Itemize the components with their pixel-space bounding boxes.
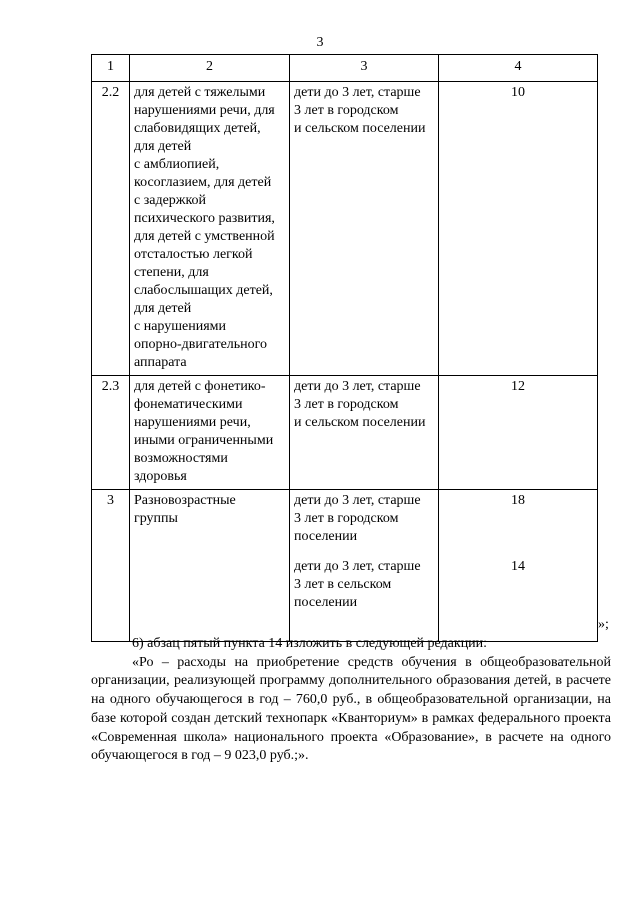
page-number: 3 [316, 35, 324, 50]
table-row [92, 490, 598, 642]
column-header-2: 2 [130, 55, 290, 82]
row-number: 2.2 [92, 82, 130, 376]
table-row [92, 82, 598, 376]
age-description: дети до 3 лет, старше 3 лет в сельском поселении [294, 559, 421, 610]
paragraph: «Ро – расходы на приобретение средств обучения в общеобразовательной организации, реализующей программу дополнительного образования детей, в расчете на одного обучающегося в год – 760,0 руб., в общеобразовательной организации, на базе которой создан детский технопарк «Кванториум» в рамках федерального проекта «Современная школа» национального проекта «Образование», в расчете на одного обучающегося в год – 9 023,0 руб.;». [91, 654, 611, 764]
occupancy-value: 10 [511, 85, 525, 100]
closing-quote: »; [598, 617, 609, 632]
age-cell [290, 490, 439, 642]
column-header-3: 3 [290, 55, 439, 82]
group-description: для детей с тяжелыми нарушениями речи, для слабовидящих детей, для детей с амблиопией, косоглазием, для детей с задержкой психического развития, для детей с умственной отсталостью легкой степени, для слабослышащих детей, для детей с нарушениями опорно-двигательного аппарата [130, 82, 290, 376]
value-cell [439, 490, 598, 642]
column-header-1: 1 [92, 55, 130, 82]
value-cell [439, 376, 598, 490]
group-description: для детей с фонетико- фонематическими нарушениями речи, иными ограниченными возможностями здоровья [130, 376, 290, 490]
group-description: Разновозрастные группы [130, 490, 290, 642]
occupancy-value: 14 [511, 559, 525, 574]
table-header-row [92, 55, 598, 82]
age-description: дети до 3 лет, старше 3 лет в городском и сельском поселении [294, 379, 426, 430]
column-header-4: 4 [439, 55, 598, 82]
row-number: 2.3 [92, 376, 130, 490]
occupancy-value: 12 [511, 379, 525, 394]
occupancy-value: 18 [511, 493, 525, 508]
row-number: 3 [92, 490, 130, 642]
table-row [92, 376, 598, 490]
value-cell [439, 82, 598, 376]
age-cell [290, 82, 439, 376]
age-description: дети до 3 лет, старше 3 лет в городском поселении [294, 493, 421, 544]
age-cell [290, 376, 439, 490]
age-description: дети до 3 лет, старше 3 лет в городском и сельском поселении [294, 85, 426, 136]
amendment-text [91, 635, 611, 766]
paragraph: 6) абзац пятый пункта 14 изложить в следующей редакции: [132, 636, 488, 651]
norms-table [91, 54, 598, 642]
